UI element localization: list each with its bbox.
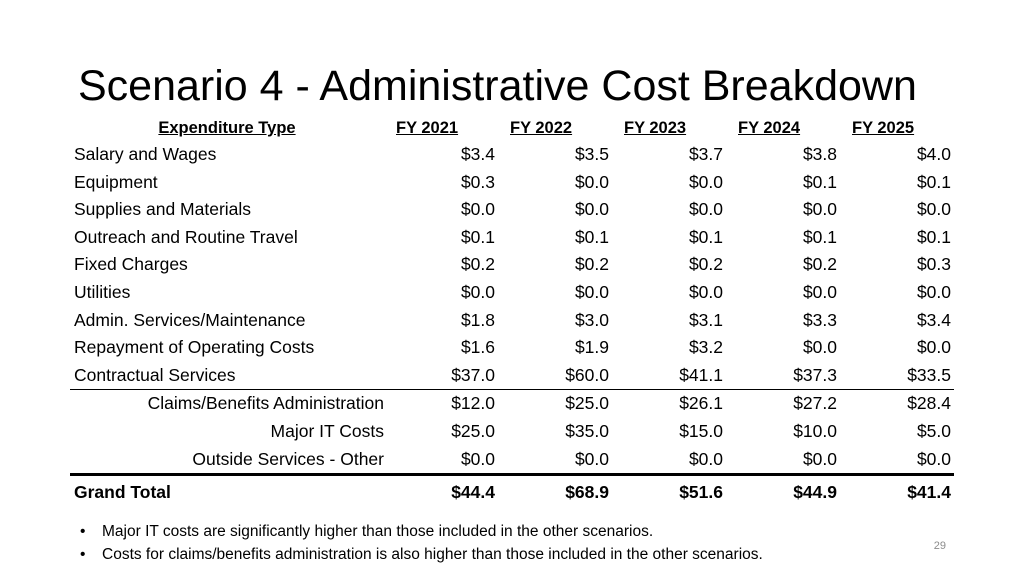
cell-value: $3.8 [802,144,837,164]
subrow-label: Outside Services - Other [70,446,384,475]
cell-value: $0.2 [460,254,495,275]
header-expenditure-type: Expenditure Type [158,119,296,137]
cell-value: $26.1 [679,393,723,414]
cell-value: $15.0 [679,420,723,441]
cell-value: $0.1 [574,226,609,247]
cell-value: $0.2 [688,254,723,275]
table-subrow [70,418,954,446]
cell-value: $0.1 [460,226,495,247]
row-label: Equipment [74,171,158,192]
header-fy-2022: FY 2022 [510,119,573,137]
page-number: 29 [933,540,946,552]
cell-value: $0.0 [688,281,723,302]
cell-value: $0.0 [916,199,951,220]
cell-value: $33.5 [840,362,954,390]
bullet-list [78,520,763,566]
bullet-text: Major IT costs are significantly higher than those included in the other scenarios. [102,523,654,540]
header-fy-2025: FY 2025 [852,119,915,137]
header-fy-2023: FY 2023 [624,119,687,137]
cell-value: $1.8 [460,309,495,330]
cell-value: $0.0 [840,446,954,475]
cell-value: $0.0 [688,171,723,192]
cost-breakdown-table [70,115,954,508]
cell-value: $0.2 [574,254,609,275]
cell-value: $0.1 [688,226,723,247]
cell-value: $3.2 [688,337,723,358]
table-row [70,141,954,169]
total-value: $41.4 [907,482,951,503]
table-subrow [70,446,954,475]
row-label: Supplies and Materials [74,199,252,220]
cell-value: $3.1 [688,309,723,330]
cell-value: $0.0 [498,446,612,475]
cell-value: $3.4 [460,144,495,164]
bullet-item [78,520,763,543]
subrow-label: Claims/Benefits Administration [147,393,384,414]
table-row [70,334,954,362]
cell-value: $5.0 [916,420,951,441]
cell-value: $10.0 [793,420,837,441]
table-row [70,307,954,335]
cell-value: $0.0 [460,281,495,302]
cell-value: $35.0 [565,420,609,441]
cell-value: $4.0 [916,144,951,164]
cell-value: $0.2 [802,254,837,275]
table-row [70,224,954,252]
cell-value: $12.0 [451,393,495,414]
cell-value: $0.0 [688,199,723,220]
total-value: $44.9 [793,482,837,503]
grand-total-label: Grand Total [74,482,171,503]
row-label: Outreach and Routine Travel [74,226,298,247]
bullet-item [78,543,763,566]
cell-value: $0.0 [384,446,498,475]
header-fy-2024: FY 2024 [738,119,801,137]
table-row [70,279,954,307]
row-label: Fixed Charges [74,254,188,275]
header-fy-2021: FY 2021 [396,119,459,137]
row-label: Utilities [74,281,131,302]
cell-value: $37.3 [726,362,840,390]
cell-value: $0.1 [916,171,951,192]
total-value: $44.4 [451,482,495,503]
subrow-label: Major IT Costs [270,420,384,441]
cell-value: $28.4 [907,393,951,414]
cell-value: $0.1 [802,226,837,247]
cell-value: $60.0 [498,362,612,390]
row-label: Salary and Wages [74,144,217,164]
cell-value: $25.0 [451,420,495,441]
cell-value: $0.3 [916,254,951,275]
cell-value: $41.1 [612,362,726,390]
total-value: $68.9 [565,482,609,503]
cell-value: $3.4 [916,309,951,330]
bullet-text: Costs for claims/benefits administration is also higher than those included in the other scenarios. [102,546,763,563]
total-value: $51.6 [679,482,723,503]
cell-value: $1.6 [460,337,495,358]
cell-value: $1.9 [574,337,609,358]
table-row [70,251,954,279]
row-label: Admin. Services/Maintenance [74,309,306,330]
row-label: Contractual Services [70,362,384,390]
cell-value: $0.0 [802,337,837,358]
bullet-icon: • [80,523,86,540]
cell-value: $0.0 [460,199,495,220]
cell-value: $3.5 [574,144,609,164]
cell-value: $0.1 [916,226,951,247]
table-row [70,362,954,390]
cell-value: $0.0 [726,446,840,475]
cell-value: $0.0 [574,171,609,192]
table-header-row [70,115,954,141]
cell-value: $0.0 [802,281,837,302]
cell-value: $0.0 [916,337,951,358]
cell-value: $0.0 [916,281,951,302]
cell-value: $0.1 [802,171,837,192]
cell-value: $25.0 [565,393,609,414]
cell-value: $0.0 [574,199,609,220]
grand-total-row [70,475,954,509]
cell-value: $37.0 [384,362,498,390]
table-row [70,169,954,197]
cell-value: $0.0 [612,446,726,475]
cell-value: $3.0 [574,309,609,330]
bullet-icon: • [80,546,86,563]
slide-title: Scenario 4 - Administrative Cost Breakdown [78,62,917,110]
cell-value: $27.2 [793,393,837,414]
row-label: Repayment of Operating Costs [74,337,315,358]
table-subrow [70,390,954,418]
cell-value: $0.0 [574,281,609,302]
table-row [70,196,954,224]
cell-value: $0.3 [460,171,495,192]
cell-value: $0.0 [802,199,837,220]
cell-value: $3.7 [688,144,723,164]
cell-value: $3.3 [802,309,837,330]
